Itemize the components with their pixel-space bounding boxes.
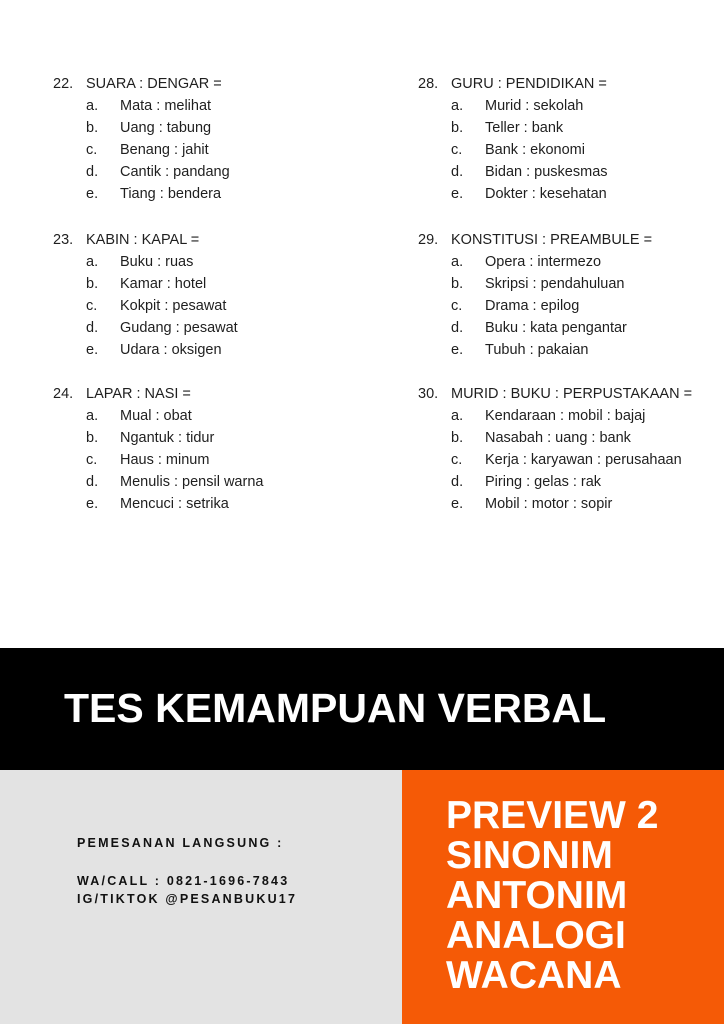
- option-a: [53, 405, 353, 427]
- preview-line-3: ANTONIM: [446, 874, 628, 917]
- option-list: [53, 405, 353, 515]
- option-e: [53, 493, 353, 515]
- option-c: [418, 449, 718, 471]
- question-number: 29.: [418, 232, 439, 248]
- question-head: [418, 229, 718, 251]
- option-text: Gudang : pesawat: [120, 320, 238, 336]
- option-letter: c.: [86, 452, 98, 468]
- option-text: Cantik : pandang: [120, 164, 230, 180]
- question-number: 23.: [53, 232, 74, 248]
- option-b: [418, 273, 718, 295]
- option-b: [418, 427, 718, 449]
- option-letter: e.: [451, 496, 464, 512]
- option-d: [53, 317, 353, 339]
- option-text: Mencuci : setrika: [120, 496, 229, 512]
- question-28: [418, 73, 718, 205]
- option-letter: c.: [451, 452, 463, 468]
- option-letter: a.: [86, 254, 99, 270]
- option-letter: b.: [451, 276, 464, 292]
- option-text: Murid : sekolah: [485, 98, 584, 114]
- option-list: [53, 251, 353, 361]
- option-c: [53, 295, 353, 317]
- preview-line-2: SINONIM: [446, 834, 613, 877]
- option-text: Kerja : karyawan : perusahaan: [485, 452, 682, 468]
- option-list: [418, 95, 718, 205]
- option-letter: d.: [86, 164, 99, 180]
- option-letter: d.: [451, 474, 464, 490]
- question-number: 30.: [418, 386, 439, 402]
- option-a: [418, 95, 718, 117]
- option-e: [418, 493, 718, 515]
- option-letter: a.: [451, 408, 464, 424]
- option-text: Kendaraan : mobil : bajaj: [485, 408, 646, 424]
- title-banner: [0, 648, 724, 770]
- option-d: [53, 471, 353, 493]
- option-e: [418, 183, 718, 205]
- wa-call-line: WA/CALL : 0821-1696-7843: [77, 874, 290, 888]
- option-d: [418, 471, 718, 493]
- option-text: Bank : ekonomi: [485, 142, 585, 158]
- option-b: [53, 273, 353, 295]
- option-list: [418, 251, 718, 361]
- option-letter: d.: [86, 474, 99, 490]
- question-prompt: KABIN : KAPAL =: [86, 232, 200, 248]
- option-b: [418, 117, 718, 139]
- question-prompt: GURU : PENDIDIKAN =: [451, 76, 607, 92]
- option-letter: a.: [451, 98, 464, 114]
- question-number: 28.: [418, 76, 439, 92]
- order-label: PEMESANAN LANGSUNG :: [77, 836, 284, 850]
- option-letter: a.: [86, 408, 99, 424]
- question-prompt: SUARA : DENGAR =: [86, 76, 222, 92]
- question-22: [53, 73, 353, 205]
- option-text: Haus : minum: [120, 452, 210, 468]
- option-d: [418, 161, 718, 183]
- option-text: Buku : kata pengantar: [485, 320, 627, 336]
- option-text: Skripsi : pendahuluan: [485, 276, 625, 292]
- option-letter: a.: [86, 98, 99, 114]
- option-text: Mata : melihat: [120, 98, 212, 114]
- preview-line-5: WACANA: [446, 954, 622, 997]
- option-letter: d.: [451, 320, 464, 336]
- option-c: [418, 139, 718, 161]
- option-letter: e.: [86, 496, 99, 512]
- preview-panel: [402, 770, 724, 1024]
- option-a: [418, 251, 718, 273]
- option-d: [418, 317, 718, 339]
- option-text: Mual : obat: [120, 408, 192, 424]
- banner-title: TES KEMAMPUAN VERBAL: [64, 685, 607, 731]
- option-letter: c.: [86, 142, 98, 158]
- option-c: [418, 295, 718, 317]
- option-text: Buku : ruas: [120, 254, 194, 270]
- question-head: [418, 73, 718, 95]
- option-letter: b.: [86, 276, 99, 292]
- option-e: [418, 339, 718, 361]
- option-text: Kamar : hotel: [120, 276, 207, 292]
- option-list: [418, 405, 718, 515]
- question-head: [53, 73, 353, 95]
- option-letter: b.: [451, 430, 464, 446]
- option-text: Dokter : kesehatan: [485, 186, 607, 202]
- option-e: [53, 183, 353, 205]
- question-head: [53, 229, 353, 251]
- option-letter: e.: [86, 342, 99, 358]
- option-letter: d.: [451, 164, 464, 180]
- question-prompt: LAPAR : NASI =: [86, 386, 191, 402]
- option-text: Tubuh : pakaian: [485, 342, 589, 358]
- option-letter: b.: [451, 120, 464, 136]
- question-number: 22.: [53, 76, 74, 92]
- option-b: [53, 117, 353, 139]
- question-29: [418, 229, 718, 361]
- option-text: Drama : epilog: [485, 298, 580, 314]
- option-letter: b.: [86, 430, 99, 446]
- option-text: Menulis : pensil warna: [120, 474, 264, 490]
- question-24: [53, 383, 353, 515]
- option-letter: c.: [86, 298, 98, 314]
- option-a: [418, 405, 718, 427]
- option-text: Teller : bank: [485, 120, 564, 136]
- option-letter: b.: [86, 120, 99, 136]
- option-list: [53, 95, 353, 205]
- ig-tiktok-line: IG/TIKTOK @PESANBUKU17: [77, 892, 298, 906]
- option-letter: d.: [86, 320, 99, 336]
- option-text: Tiang : bendera: [120, 186, 222, 202]
- option-text: Uang : tabung: [120, 120, 212, 136]
- question-prompt: MURID : BUKU : PERPUSTAKAAN =: [451, 386, 693, 402]
- preview-topics: [446, 796, 658, 996]
- option-text: Benang : jahit: [120, 142, 209, 158]
- option-c: [53, 139, 353, 161]
- option-d: [53, 161, 353, 183]
- option-text: Nasabah : uang : bank: [485, 430, 631, 446]
- question-head: [418, 383, 718, 405]
- question-number: 24.: [53, 386, 74, 402]
- option-letter: e.: [451, 186, 464, 202]
- option-b: [53, 427, 353, 449]
- option-letter: a.: [451, 254, 464, 270]
- option-e: [53, 339, 353, 361]
- option-text: Bidan : puskesmas: [485, 164, 608, 180]
- question-30: [418, 383, 718, 515]
- option-a: [53, 95, 353, 117]
- question-23: [53, 229, 353, 361]
- option-c: [53, 449, 353, 471]
- option-text: Kokpit : pesawat: [120, 298, 227, 314]
- option-letter: c.: [451, 142, 463, 158]
- option-letter: e.: [451, 342, 464, 358]
- question-head: [53, 383, 353, 405]
- option-text: Mobil : motor : sopir: [485, 496, 613, 512]
- question-prompt: KONSTITUSI : PREAMBULE =: [451, 232, 653, 248]
- preview-line-1: PREVIEW 2: [446, 794, 659, 837]
- contact-panel: [0, 770, 402, 1024]
- option-text: Piring : gelas : rak: [485, 474, 602, 490]
- option-text: Ngantuk : tidur: [120, 430, 215, 446]
- option-text: Udara : oksigen: [120, 342, 222, 358]
- option-a: [53, 251, 353, 273]
- option-letter: c.: [451, 298, 463, 314]
- option-text: Opera : intermezo: [485, 254, 602, 270]
- option-letter: e.: [86, 186, 99, 202]
- preview-line-4: ANALOGI: [446, 914, 626, 957]
